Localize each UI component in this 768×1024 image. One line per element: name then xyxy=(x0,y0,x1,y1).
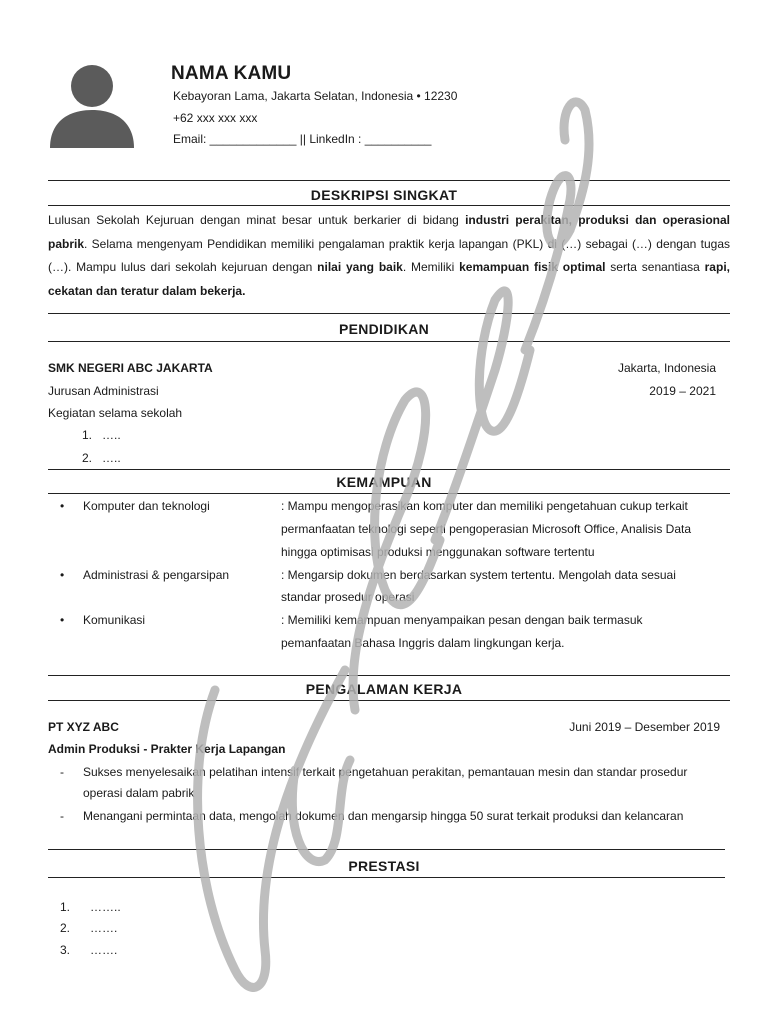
experience-line: operasi dalam pabrik xyxy=(83,786,195,800)
skill-desc-line: : Memiliki kemampuan menyampaikan pesan dengan baik termasuk xyxy=(281,613,643,627)
bullet-icon: • xyxy=(60,613,65,627)
section-title-experience: PENGALAMAN KERJA xyxy=(305,681,463,697)
divider xyxy=(48,877,725,878)
list-item: 2. ….. xyxy=(82,451,121,465)
summary-paragraph: Lulusan Sekolah Kejuruan dengan minat besar untuk berkarier di bidang industri perakitan, produksi dan operasional pabrik. Selama mengenyam Pendidikan memiliki pengalaman praktik kerja lapangan (PKL) di (…) sebagai (…) dengan tugas (…). Mampu lulus dari sekolah kejuruan dengan nilai yang baik. Memiliki kemampuan fisik optimal serta senantiasa rapi, cekatan dan teratur dalam bekerja. xyxy=(48,213,730,298)
list-item: 2. ……. xyxy=(60,921,118,935)
dash-bullet: - xyxy=(60,765,64,779)
divider xyxy=(48,675,730,676)
divider xyxy=(48,180,730,181)
skill-desc-line: standar prosedur operasi xyxy=(281,590,415,604)
section-title-achievements: PRESTASI xyxy=(348,858,420,874)
experience-line: Sukses menyelesaikan pelatihan intensif terkait pengetahuan perakitan, pemantauan mesin dan standar prosedur xyxy=(83,765,688,779)
skill-name: Administrasi & pengarsipan xyxy=(83,568,230,582)
avatar-icon xyxy=(46,56,138,148)
list-item: 1. …….. xyxy=(60,900,121,914)
address: Kebayoran Lama, Jakarta Selatan, Indonesia • 12230 xyxy=(173,89,458,103)
skill-desc-line: : Mengarsip dokumen berdasarkan system tertentu. Mengolah data sesuai xyxy=(281,568,676,582)
skill-name: Komunikasi xyxy=(83,613,146,627)
school-years: 2019 – 2021 xyxy=(649,384,716,398)
section-title-summary: DESKRIPSI SINGKAT xyxy=(310,187,458,203)
divider xyxy=(48,313,730,314)
section-title-skills: KEMAMPUAN xyxy=(336,474,432,490)
skill-desc-line: hingga optimisasi produksi menggunakan software tertentu xyxy=(281,545,595,559)
divider xyxy=(48,469,730,470)
school-location: Jakarta, Indonesia xyxy=(617,361,716,375)
list-item: 1. ….. xyxy=(82,428,121,442)
skill-name: Komputer dan teknologi xyxy=(83,499,210,513)
skill-desc-line: pemanfaatan Bahasa Inggris dalam lingkungan kerja. xyxy=(281,636,565,650)
bullet-icon: • xyxy=(60,568,65,582)
phone: +62 xxx xxx xxx xyxy=(173,111,258,125)
skill-desc-line: : Mampu mengoperasikan komputer dan memiliki pengetahuan cukup terkait xyxy=(281,499,688,513)
dash-bullet: - xyxy=(60,809,64,823)
job-role: Admin Produksi - Prakter Kerja Lapangan xyxy=(48,742,286,756)
section-title-education: PENDIDIKAN xyxy=(338,321,430,337)
school-name: SMK NEGERI ABC JAKARTA xyxy=(48,361,213,375)
company-name: PT XYZ ABC xyxy=(48,720,119,734)
divider xyxy=(48,700,730,701)
divider xyxy=(48,849,725,850)
divider xyxy=(48,341,730,342)
school-major: Jurusan Administrasi xyxy=(48,384,159,398)
work-period: Juni 2019 – Desember 2019 xyxy=(569,720,720,734)
activities-label: Kegiatan selama sekolah xyxy=(48,406,183,420)
candidate-name: NAMA KAMU xyxy=(171,63,292,84)
list-item: 3. ……. xyxy=(60,943,118,957)
bullet-icon: • xyxy=(60,499,65,513)
divider xyxy=(48,205,730,206)
skill-desc-line: permanfaatan teknologi seperti pengoperasian Microsoft Office, Analisis Data xyxy=(281,522,692,536)
divider xyxy=(48,493,730,494)
email-linkedin: Email: _____________ || LinkedIn : __________ xyxy=(173,132,432,146)
experience-line: Menangani permintaan data, mengolah dokumen dan mengarsip hingga 50 surat terkait produksi dan kelancaran xyxy=(83,809,684,823)
